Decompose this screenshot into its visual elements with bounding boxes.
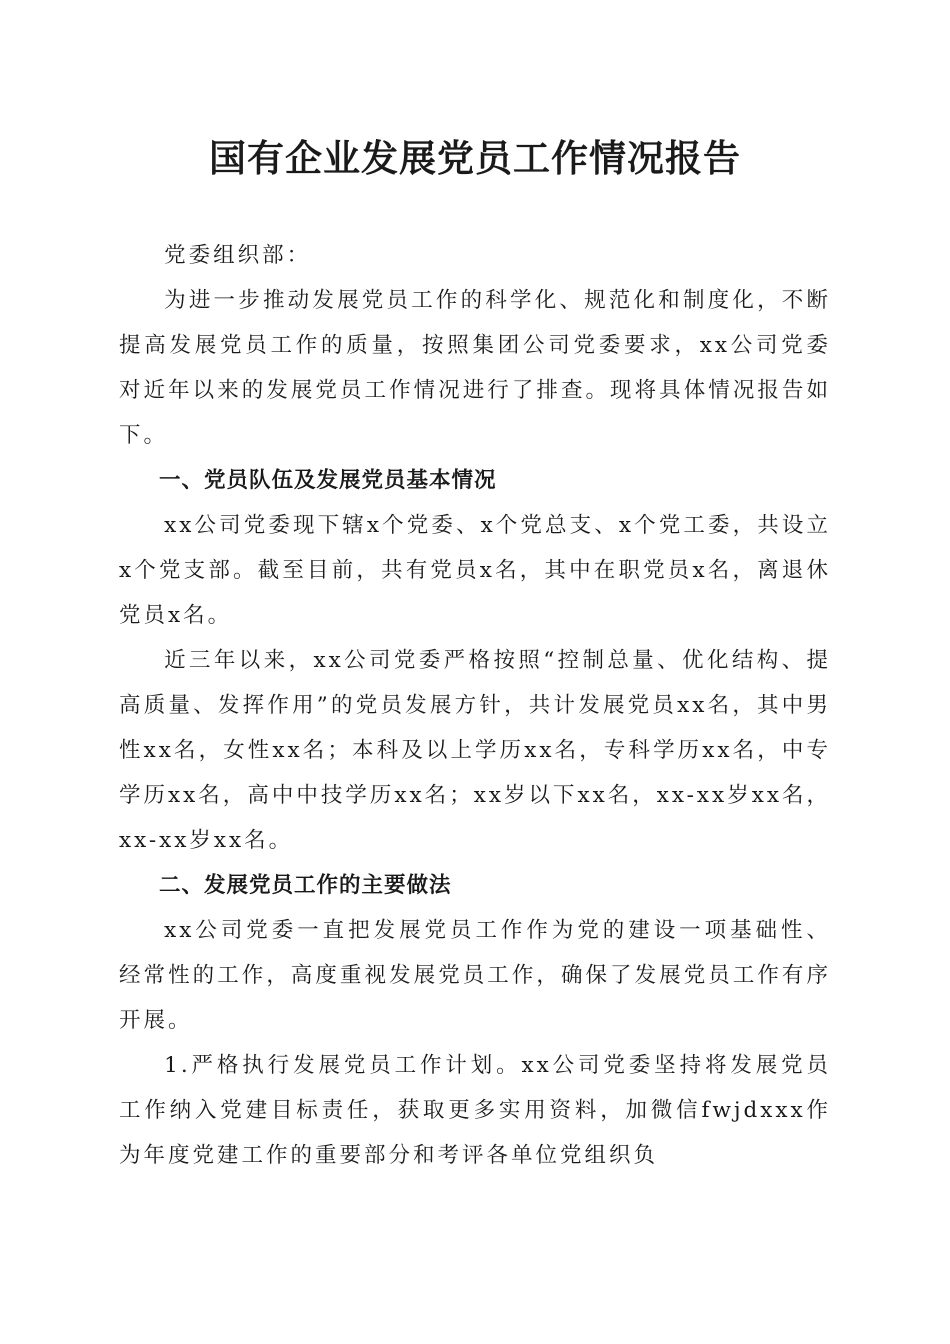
section-1-paragraph-1: xx公司党委现下辖x个党委、x个党总支、x个党工委，共设立x个党支部。截至目前，共有党员x名，其中在职党员x名，离退休党员x名。	[119, 513, 831, 628]
intro-paragraph: 为进一步推动发展党员工作的科学化、规范化和制度化，不断提高发展党员工作的质量，按照集团公司党委要求，xx公司党委对近年以来的发展党员工作情况进行了排查。现将具体情况报告如下。	[119, 288, 831, 448]
section-1-paragraph-2: 近三年以来，xx公司党委严格按照“控制总量、优化结构、提高质量、发挥作用”的党员发展方针，共计发展党员xx名，其中男性xx名，女性xx名；本科及以上学历xx名，专科学历xx名，中专学历xx名，高中中技学历xx名；xx岁以下xx名，xx-xx岁xx名，xx-xx岁xx名。	[119, 648, 831, 853]
section-2-paragraph-1: xx公司党委一直把发展党员工作作为党的建设一项基础性、经常性的工作，高度重视发展党员工作，确保了发展党员工作有序开展。	[119, 918, 831, 1033]
section-1-heading: 一、党员队伍及发展党员基本情况	[159, 468, 497, 493]
salutation: 党委组织部：	[164, 243, 312, 268]
section-2-paragraph-2: 1.严格执行发展党员工作计划。xx公司党委坚持将发展党员工作纳入党建目标责任，获取更多实用资料，加微信fwjdxxx作为年度党建工作的重要部分和考评各单位党组织负	[119, 1053, 831, 1168]
section-2-heading: 二、发展党员工作的主要做法	[159, 873, 452, 898]
document-body	[119, 233, 831, 1178]
document-title: 国有企业发展党员工作情况报告	[209, 136, 741, 180]
